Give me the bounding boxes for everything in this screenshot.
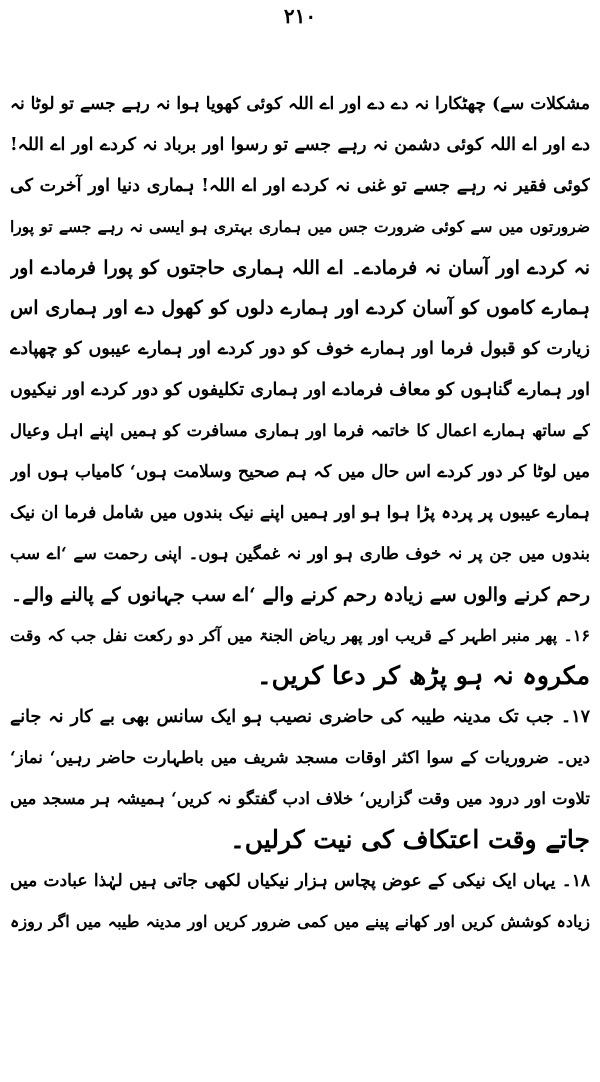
text-line: مکروہ نہ ہو پڑھ کر دعا کریں۔ (256, 661, 590, 691)
text-line: میں لوٹا کر دور کردے اس حال میں کہ ہم صحیح وسلامت ہوں‘ کامیاب ہوں اور (10, 462, 590, 483)
text-line: ضرورتوں میں سے کوئی ضرورت جس میں ہماری بہتری ہو ایسی نہ رہے جسے تو پورا (10, 216, 590, 236)
page-number: ۲۱۰ (283, 4, 317, 28)
text-line: اور ہمارے گناہوں کو معاف فرمادے اور ہماری تکلیفوں کو دور کردے اور نیکیوں (10, 380, 590, 401)
text-line: دے اور اے اللہ کوئی دشمن نہ رہے جسے تو رسوا اور برباد نہ کردے اور اے اللہ! (10, 134, 590, 155)
text-line: مشکلات سے) چھٹکارا نہ دے دے اور اے اللہ کوئی کھویا ہوا نہ رہے جسے تو لوٹا نہ (10, 94, 590, 114)
text-line: نہ کردے اور آسان نہ فرمادے۔ اے اللہ ہماری حاجتوں کو پورا فرمادے اور (10, 256, 590, 279)
text-line: دیں۔ ضروریات کے سوا اکثر اوقات مسجد شریف میں باطہارت حاضر رہیں‘ نماز‘ (10, 748, 590, 768)
text-line: زیارت کو قبول فرما اور ہمارے خوف کو دور کردے اور ہمارے عیبوں کو چھپادے (10, 339, 590, 360)
text-line: کے ساتھ ہمارے اعمال کا خاتمہ فرما اور ہماری مسافرت کو ہمیں اپنے اہل وعیال (10, 421, 590, 441)
text-line: کوئی فقیر نہ رہے جسے تو غنی نہ کردے اور اے اللہ! ہماری دنیا اور آخرت کی (10, 175, 590, 196)
text-line: بندوں میں جن پر نہ خوف طاری ہو اور نہ غمگین ہوں۔ اپنی رحمت سے ‘اے سب (10, 543, 590, 563)
body-text (10, 84, 590, 943)
text-line: ۱۷۔ جب تک مدینہ طیبہ کی حاضری نصیب ہو ایک سانس بھی بے کار نہ جانے (10, 707, 590, 728)
text-line: ہمارے کاموں کو آسان کردے اور ہمارے دلوں کو کھول دے اور ہماری اس (10, 297, 590, 320)
text-line: ۱۶۔ پھر منبر اطہر کے قریب اور پھر ریاض الجنۃ میں آکر دو رکعت نفل جب کہ وقت (10, 625, 590, 645)
text-line: جاتے وقت اعتکاف کی نیت کرلیں۔ (230, 825, 590, 855)
text-line: رحم کرنے والوں سے زیادہ رحم کرنے والے ‘اے سب جہانوں کے پالنے والے۔ (10, 583, 590, 606)
text-line: تلاوت اور درود میں وقت گزاریں‘ خلاف ادب گفتگو نہ کریں‘ ہمیشہ ہر مسجد میں (10, 789, 590, 809)
text-line: زیادہ کوشش کریں اور کھانے پینے میں کمی ضرور کریں اور مدینہ طیبہ میں اگر روزہ (10, 911, 590, 931)
text-line: ۱۸۔ یہاں ایک نیکی کے عوض پچاس ہزار نیکیاں لکھی جاتی ہیں لہٰذا عبادت میں (10, 870, 590, 891)
text-line: ہمارے عیبوں پر پردہ پڑا ہوا ہو اور ہمیں اپنے نیک بندوں میں شامل فرما ان نیک (10, 502, 590, 523)
